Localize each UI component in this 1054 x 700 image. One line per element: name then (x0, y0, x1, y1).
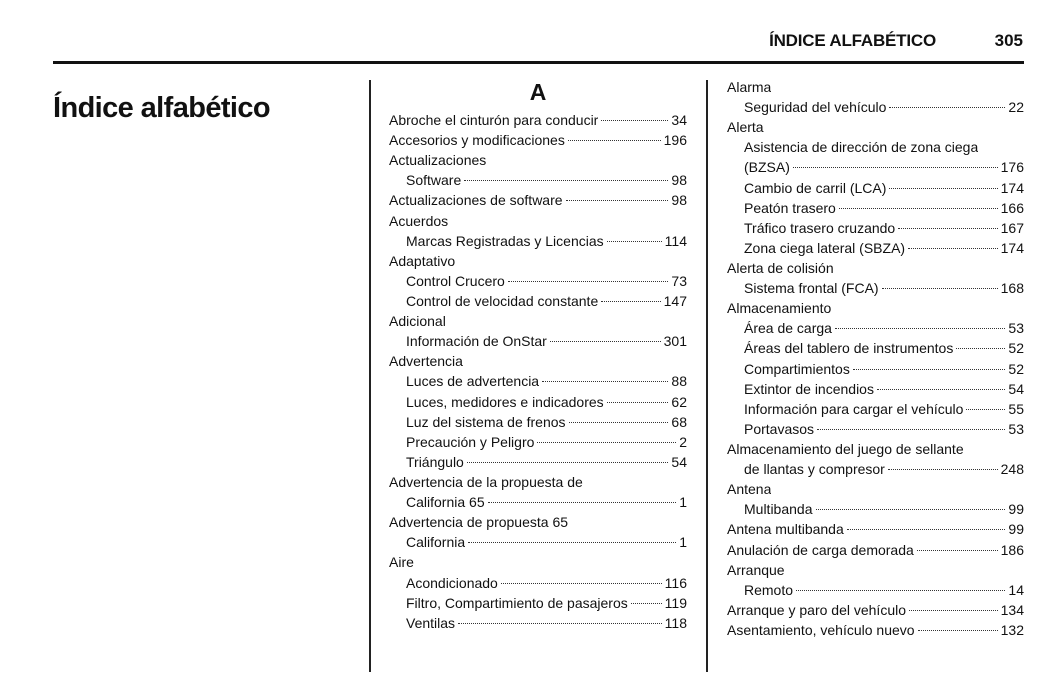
dot-leader (917, 549, 998, 551)
index-subentry (389, 371, 687, 391)
index-subentry (389, 573, 687, 593)
dot-leader (888, 468, 998, 470)
dot-leader (601, 119, 668, 121)
index-subentry (389, 271, 687, 291)
index-entry (727, 600, 1024, 620)
column-divider-left (369, 80, 371, 672)
entry-text: California (406, 534, 466, 551)
entry-page-number: 167 (1000, 219, 1024, 236)
entry-text: Extintor de incendios (744, 380, 874, 397)
index-entry (389, 512, 687, 532)
entry-text: Ventilas (406, 614, 456, 631)
entry-text: Almacenamiento (727, 300, 832, 317)
entry-page-number: 34 (671, 112, 687, 128)
entry-page-number: 62 (671, 393, 687, 410)
index-subentry (727, 459, 1024, 479)
index-entry (727, 117, 1024, 137)
entry-page-number: 88 (671, 373, 687, 390)
entry-page-number: 301 (663, 333, 687, 350)
entry-text: Asistencia de dirección de zona ciega (744, 139, 979, 156)
entry-text: Marcas Registradas y Licencias (406, 232, 604, 249)
index-entry (389, 150, 687, 170)
index-subentry (727, 278, 1024, 298)
dot-leader (467, 461, 669, 463)
index-column-left (389, 77, 687, 633)
dot-leader (918, 629, 998, 631)
index-subentry (389, 432, 687, 452)
header-page-number: 305 (994, 31, 1023, 50)
entry-text: Advertencia de la propuesta de (389, 473, 583, 490)
dot-leader (542, 380, 668, 382)
dot-leader (601, 300, 660, 302)
entry-text: Arranque (727, 561, 785, 578)
entry-text: Compartimientos (744, 360, 850, 377)
entry-text: Software (406, 172, 462, 189)
entry-text: Remoto (744, 581, 794, 598)
index-entry (389, 211, 687, 231)
entry-text: Advertencia (389, 353, 463, 370)
entry-page-number: 248 (1000, 461, 1024, 478)
entry-page-number: 53 (1008, 420, 1024, 437)
entry-page-number: 168 (1000, 280, 1024, 297)
entry-page-number: 22 (1008, 99, 1024, 116)
index-subentry (727, 338, 1024, 358)
entry-text: Áreas del tablero de instrumentos (744, 340, 954, 357)
entry-text: Acondicionado (406, 574, 498, 591)
entry-text: Antena multibanda (727, 521, 844, 538)
index-entry (727, 439, 1024, 459)
index-subentry (727, 379, 1024, 399)
entry-text: Alerta de colisión (727, 259, 834, 276)
index-subentry (727, 580, 1024, 600)
index-entry (727, 540, 1024, 560)
index-subentry (389, 231, 687, 251)
dot-leader (889, 187, 997, 189)
entry-text: Abroche el cinturón para conducir (389, 112, 599, 128)
entry-text: (BZSA) (744, 159, 790, 176)
entry-text: Almacenamiento del juego de sellante (727, 440, 964, 457)
entry-page-number: 118 (664, 614, 687, 631)
dot-leader (468, 541, 676, 543)
index-subentry (389, 291, 687, 311)
entry-text: Seguridad del vehículo (744, 99, 887, 116)
index-subentry (727, 218, 1024, 238)
dot-leader (909, 609, 998, 611)
entry-text: Asentamiento, vehículo nuevo (727, 621, 915, 638)
index-subentry (727, 137, 1024, 157)
entry-text: Cambio de carril (LCA) (744, 179, 887, 196)
dot-leader (877, 388, 1005, 390)
entry-page-number: 14 (1008, 581, 1024, 598)
dot-leader (882, 287, 998, 289)
entry-page-number: 53 (1008, 320, 1024, 337)
column-divider-right (706, 80, 708, 672)
entry-text: Información para cargar el vehículo (744, 400, 964, 417)
dot-leader (550, 340, 661, 342)
dot-leader (569, 421, 669, 423)
section-letter: A (529, 79, 547, 105)
entry-page-number: 1 (679, 534, 687, 551)
entry-page-number: 114 (664, 232, 687, 249)
dot-leader (956, 347, 1005, 349)
index-column-right (727, 77, 1024, 640)
entry-text: de llantas y compresor (744, 461, 885, 478)
dot-leader (566, 199, 669, 201)
index-subentry (727, 97, 1024, 117)
entry-text: Arranque y paro del vehículo (727, 601, 906, 618)
entry-page-number: 166 (1000, 199, 1024, 216)
index-subentry (727, 419, 1024, 439)
entry-text: Área de carga (744, 320, 832, 337)
entry-page-number: 98 (671, 192, 687, 209)
dot-leader (796, 589, 1005, 591)
entry-page-number: 68 (671, 413, 687, 430)
dot-leader (816, 508, 1006, 510)
dot-leader (537, 441, 676, 443)
index-entry (389, 130, 687, 150)
index-entry (389, 311, 687, 331)
entry-page-number: 54 (1008, 380, 1024, 397)
entry-text: Antena (727, 481, 772, 498)
entry-text: Adicional (389, 313, 446, 330)
entry-page-number: 116 (664, 574, 687, 591)
entry-page-number: 186 (1000, 541, 1024, 558)
entry-text: Portavasos (744, 420, 815, 437)
index-entry (389, 351, 687, 371)
entry-page-number: 147 (663, 292, 687, 309)
entry-text: Luces de advertencia (406, 373, 540, 390)
entry-page-number: 99 (1008, 501, 1024, 518)
entry-page-number: 55 (1008, 400, 1024, 417)
index-entry (727, 560, 1024, 580)
entry-text: Multibanda (744, 501, 813, 518)
entry-text: Control de velocidad constante (406, 292, 599, 309)
entry-page-number: 132 (1000, 621, 1024, 638)
dot-leader (839, 207, 998, 209)
dot-leader (458, 622, 662, 624)
entry-text: Luces, medidores e indicadores (406, 393, 604, 410)
entry-page-number: 99 (1008, 521, 1024, 538)
index-entry (727, 77, 1024, 97)
entry-page-number: 2 (679, 433, 687, 450)
dot-leader (793, 166, 998, 168)
entry-page-number: 176 (1000, 159, 1024, 176)
entry-text: Peatón trasero (744, 199, 836, 216)
entry-text: California 65 (406, 494, 485, 511)
header-rule (53, 61, 1024, 64)
dot-leader (607, 240, 662, 242)
index-subentry (727, 359, 1024, 379)
dot-leader (817, 428, 1005, 430)
entry-page-number: 196 (663, 132, 687, 149)
index-subentry (389, 613, 687, 633)
entry-page-number: 52 (1008, 360, 1024, 377)
entry-text: Sistema frontal (FCA) (744, 280, 879, 297)
index-subentry (389, 170, 687, 190)
index-entry (727, 258, 1024, 278)
entry-page-number: 98 (671, 172, 687, 189)
dot-leader (488, 501, 677, 503)
dot-leader (501, 582, 662, 584)
dot-leader (568, 139, 661, 141)
header-section-title: ÍNDICE ALFABÉTICO (769, 31, 936, 50)
entry-text: Accesorios y modificaciones (389, 132, 565, 149)
entry-text: Precaución y Peligro (406, 433, 535, 450)
dot-leader (847, 528, 1006, 530)
entry-text: Información de OnStar (406, 333, 547, 350)
entry-page-number: 174 (1000, 179, 1024, 196)
dot-leader (889, 106, 1005, 108)
index-subentry (727, 198, 1024, 218)
index-entries (389, 110, 687, 633)
index-entry (389, 110, 687, 130)
entry-page-number: 73 (671, 272, 687, 289)
index-subentry (389, 331, 687, 351)
index-entry (727, 298, 1024, 318)
index-subentry (727, 157, 1024, 177)
index-entry (727, 479, 1024, 499)
index-subentry (727, 318, 1024, 338)
index-entries (727, 77, 1024, 640)
entry-text: Acuerdos (389, 212, 449, 229)
index-subentry (389, 392, 687, 412)
index-subentry (389, 593, 687, 613)
dot-leader (835, 327, 1005, 329)
entry-text: Zona ciega lateral (SBZA) (744, 239, 906, 256)
index-subentry (727, 238, 1024, 258)
dot-leader (508, 280, 669, 282)
index-subentry (727, 499, 1024, 519)
dot-leader (853, 368, 1006, 370)
entry-text: Luz del sistema de frenos (406, 413, 566, 430)
index-subentry (389, 412, 687, 432)
dot-leader (898, 227, 997, 229)
dot-leader (966, 408, 1005, 410)
index-entry (389, 251, 687, 271)
index-subentry (727, 399, 1024, 419)
index-entry (389, 472, 687, 492)
entry-text: Tráfico trasero cruzando (744, 219, 896, 236)
entry-text: Adaptativo (389, 252, 456, 269)
entry-page-number: 119 (664, 594, 687, 611)
entry-text: Alarma (727, 79, 772, 95)
entry-text: Aire (389, 554, 414, 571)
entry-page-number: 52 (1008, 340, 1024, 357)
entry-text: Advertencia de propuesta 65 (389, 514, 569, 531)
index-entry (727, 620, 1024, 640)
index-entry (389, 190, 687, 210)
dot-leader (908, 247, 998, 249)
entry-page-number: 1 (679, 494, 687, 511)
entry-text: Alerta (727, 119, 764, 136)
entry-text: Triángulo (406, 453, 464, 470)
index-entry (389, 552, 687, 572)
entry-page-number: 54 (671, 453, 687, 470)
index-subentry (389, 492, 687, 512)
entry-text: Control Crucero (406, 272, 505, 289)
index-subentry (389, 452, 687, 472)
index-entry (727, 519, 1024, 539)
entry-text: Actualizaciones de software (389, 192, 563, 209)
entry-page-number: 134 (1000, 601, 1024, 618)
entry-text: Filtro, Compartimiento de pasajeros (406, 594, 628, 611)
index-subentry (727, 178, 1024, 198)
dot-leader (464, 179, 668, 181)
dot-leader (607, 401, 669, 403)
page-title: Índice alfabético (53, 92, 271, 125)
entry-text: Anulación de carga demorada (727, 541, 914, 558)
entry-text: Actualizaciones (389, 152, 487, 169)
index-subentry (389, 532, 687, 552)
dot-leader (631, 602, 662, 604)
entry-page-number: 174 (1000, 239, 1024, 256)
